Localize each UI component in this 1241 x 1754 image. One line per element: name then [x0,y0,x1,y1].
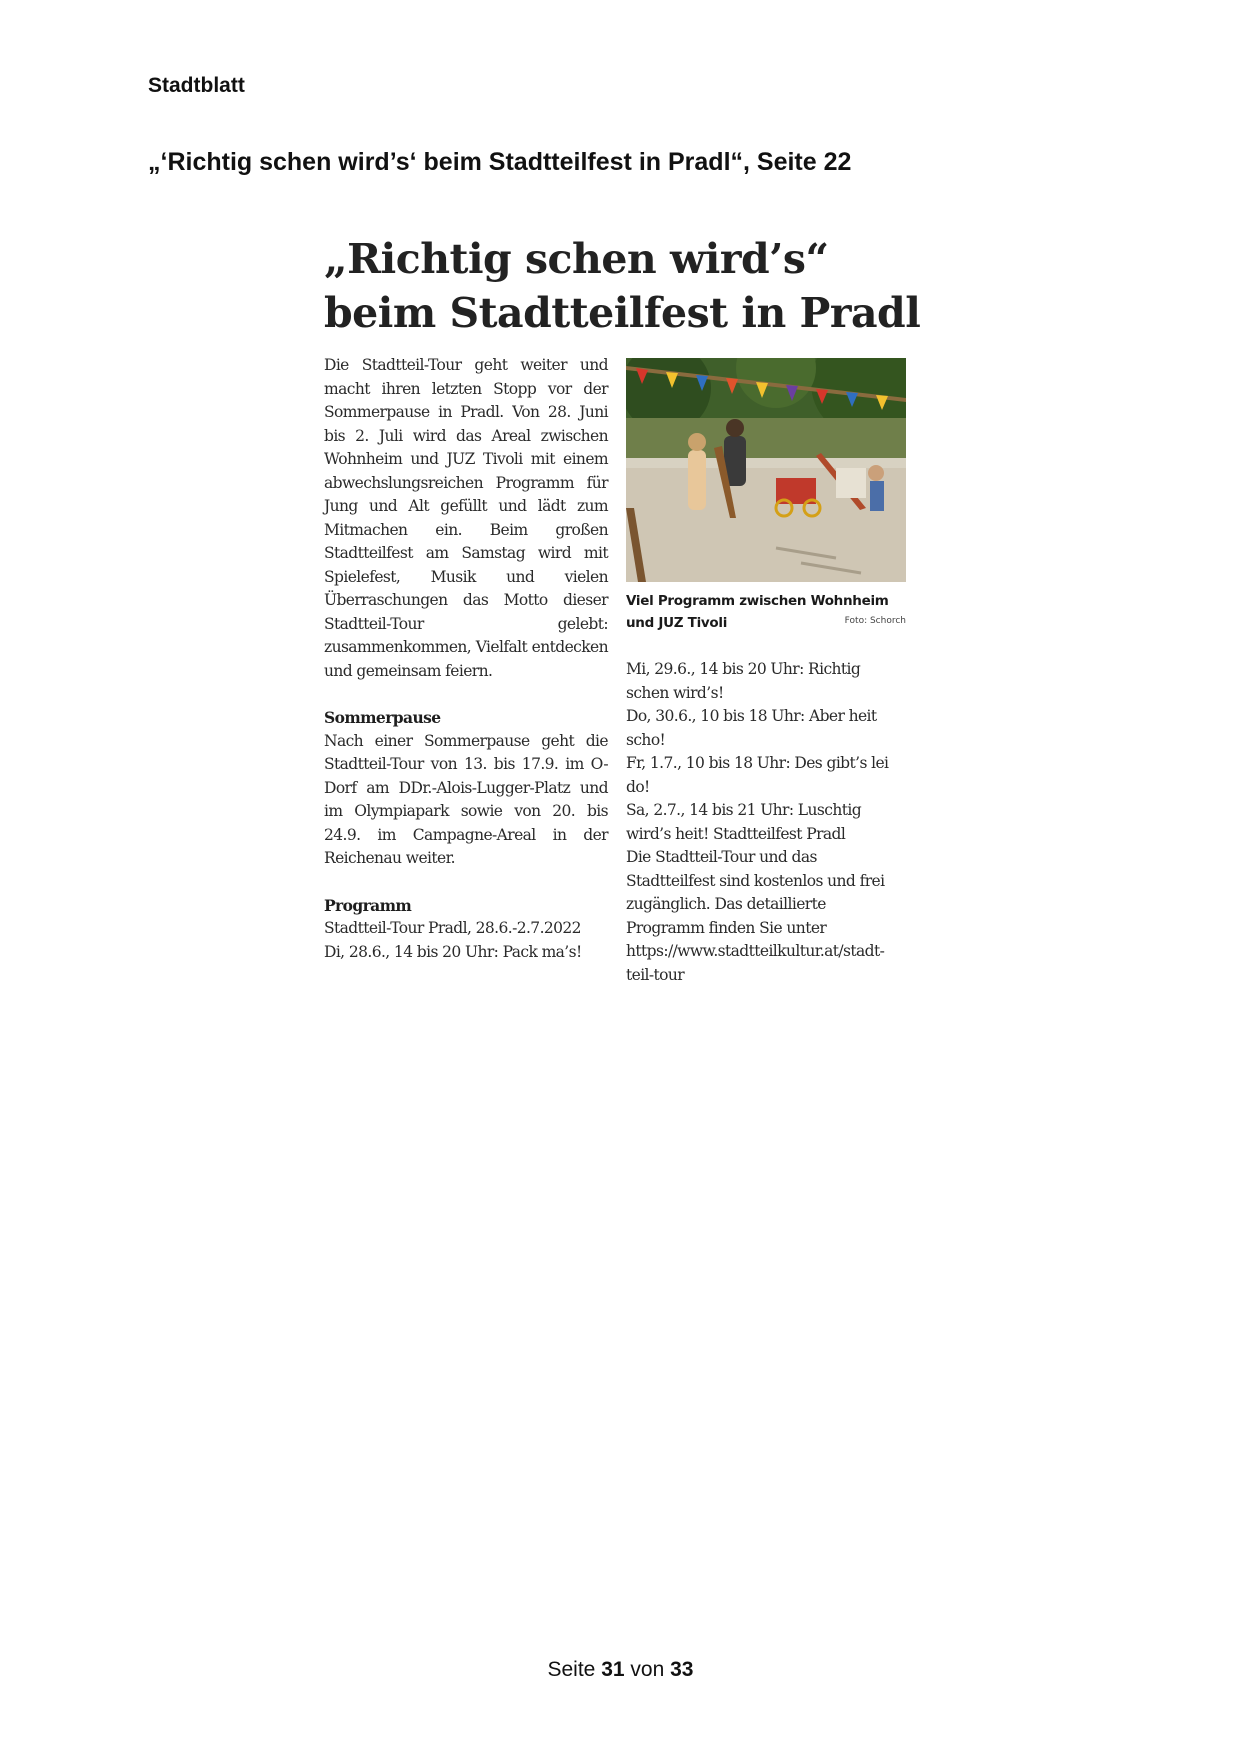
schedule-item: Sa, 2.7., 14 bis 21 Uhr: Luschtig wird’s heit! Stadtteilfest Pradl [626,801,862,843]
publication-name: Stadtblatt [148,74,245,97]
headline-line-1: „Richtig schen wird’s“ [324,235,829,283]
right-column [626,658,906,987]
festival-photo-illustration [626,358,906,582]
current-page-number: 31 [601,1658,625,1681]
page-label: Seite [547,1658,596,1681]
left-column [324,354,608,964]
page-number-footer [0,1658,1241,1682]
sommerpause-heading: Sommerpause [324,708,441,727]
photo-credit: Foto: Schorch [844,616,906,626]
page-separator: von [630,1658,665,1681]
programm-line: Di, 28.6., 14 bis 20 Uhr: Pack ma’s! [324,942,582,961]
article-reference-title: „‘Richtig schen wird’s‘ beim Stadtteilfest in Pradl“, Seite 22 [148,148,852,176]
schedule-item: Mi, 29.6., 14 bis 20 Uhr: Richtig schen wird’s! [626,660,861,702]
programm-heading: Programm [324,895,412,915]
headline-line-2: beim Stadtteilfest in Pradl [324,289,921,337]
closing-paragraph: Die Stadtteil-Tour und das Stadtteilfest sind kostenlos und frei zugänglich. Das detaillierte Programm finden Sie unter https://www.stadtteilkultur.at/stadt-teil-tour [626,848,885,984]
total-pages-number: 33 [670,1658,694,1681]
schedule-item: Fr, 1.7., 10 bis 18 Uhr: Des gibt’s lei do! [626,754,889,796]
sommerpause-paragraph: Nach einer Sommerpause geht die Stadtteil-Tour von 13. bis 17.9. im O-Dorf am DDr.-Alois-Lugger-Platz und im Olympiapark sowie von 20. bis 24.9. im Campagne-Areal in der Reichenau weiter. [324,731,608,867]
schedule-item: Do, 30.6., 10 bis 18 Uhr: Aber heit scho! [626,707,877,749]
intro-paragraph: Die Stadtteil-Tour geht weiter und macht ihren letzten Stopp vor der Sommerpause in Pradl. Von 28. Juni bis 2. Juli wird das Areal zwischen Wohnheim und JUZ Tivoli mit einem abwechslungsreichen Programm für Jung und Alt gefüllt und lädt zum Mitmachen ein. Beim großen Stadtteilfest am Samstag wird mit Spielefest, Musik und vielen Überraschungen das Motto dieser Stadtteil-Tour gelebt: zusammenkommen, Vielfalt entdecken und gemeinsam feiern. [324,356,608,680]
programm-line: Stadtteil-Tour Pradl, 28.6.-2.7.2022 [324,919,581,937]
photo-caption [626,590,906,634]
photo-caption-text: Viel Programm zwischen Wohnheim und JUZ Tivoli [626,593,889,631]
festival-photo [626,358,906,582]
article-headline [324,232,920,340]
newspaper-clipping [316,222,921,1002]
